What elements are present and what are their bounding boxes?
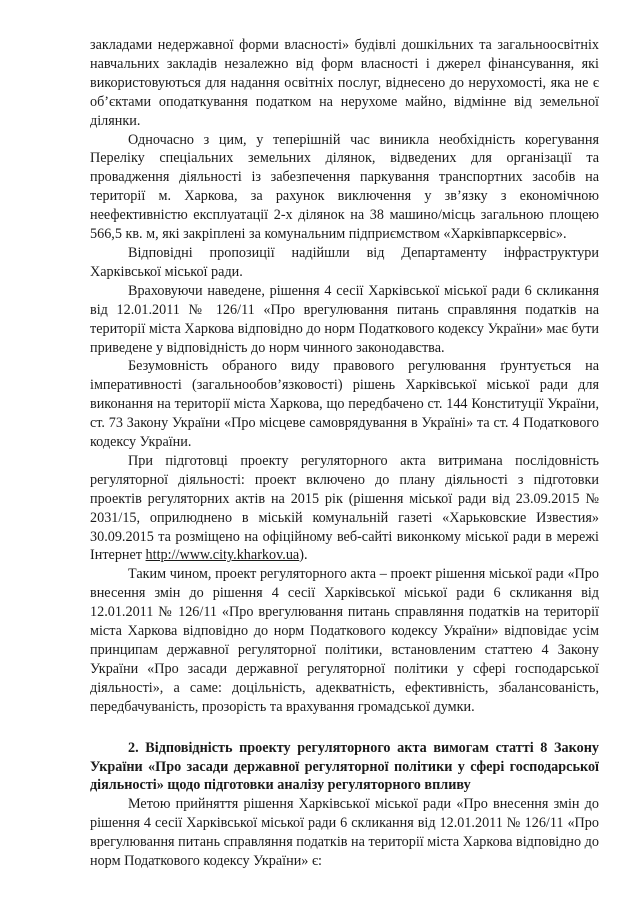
paragraph-continuation: закладами недержавної форми власності» будівлі дошкільних та загальноосвітніх навчальних закладів незалежно від форм власності і джерел фінансування, які використовуються для надання освітніх послуг, віднесено до нерухомості, яка не є об’єктами оподаткування податком на нерухоме майно, відмінне від земельної ділянки.	[90, 37, 599, 129]
paragraph-purpose: Метою прийняття рішення Харківської міської ради «Про внесення змін до рішення 4 сесії Харківської міської ради 6 скликання від 12.01.2011 № 126/11 «Про врегулювання питань справляння податків на території міста Харкова відповідно до норм Податкового кодексу України» є:	[90, 796, 599, 870]
section-spacer	[90, 717, 599, 739]
paragraph-legal-basis: Безумовність обраного виду правового регулювання ґрунтується на імперативності (загальнообов’язковості) рішень Харківської міської ради для виконання на території міста Харкова, що передбачено ст. 144 Конституції України, ст. 73 Закону України «Про місцеве самоврядування в Україні» та ст. 4 Податкового кодексу України.	[90, 358, 599, 451]
paragraph-considering: Враховуючи наведене, рішення 4 сесії Харківської міської ради 6 скликання від 12.01.2011 № 126/11 «Про врегулювання питань справляння податків на території міста Харкова відповідно до норм Податкового кодексу України» має бути приведене у відповідність до норм чинного законодавства.	[90, 282, 599, 356]
paragraph-parking-list: Одночасно з цим, у теперішній час виникла необхідність корегування Переліку спеціальних земельних ділянок, відведених для організації та провадження діяльності із забезпечення паркування транспортних засобів на території м. Харкова, за рахунок виключення у зв’язку з економічною неефективністю експлуатації 2-х ділянок на 38 машино/місць загальною площею 566,5 кв. м, які закріплені за комунальним підприємством «Харківпарксервіс».	[90, 131, 599, 243]
city-website-link[interactable]: http://www.city.kharkov.ua	[145, 547, 300, 564]
preparation-text-end: ).	[299, 547, 308, 564]
paragraph-conclusion: Таким чином, проект регуляторного акта – проект рішення міської ради «Про внесення змін до рішення 4 сесії Харківської міської ради 6 скликання від 12.01.2011 № 126/11 «Про врегулювання питань справляння податків на території міста Харкова відповідно до норм Податкового кодексу України» відповідає усім принципам державної регуляторної політики, встановленим статтею 4 Закону України «Про засади державної регуляторної політики у сфері господарської діяльності», а саме: доцільність, адекватність, ефективність, збалансованість, передбачуваність, прозорість та врахування громадської думки.	[90, 566, 599, 715]
preparation-text: При підготовці проекту регуляторного акта витримана послідовність регуляторної діяльності: проект включено до плану діяльності з підготовки проектів регуляторних актів на 2015 рік (рішення міської ради від 23.09.2015 № 2031/15, оприлюднено в міській комунальній газеті «Харьковские Известия» 30.09.2015 та розміщено на офіційному веб-сайті виконкому міської ради в мережі Інтернет	[90, 452, 599, 564]
section-heading: 2. Відповідність проекту регуляторного акта вимогам статті 8 Закону України «Про засади державної регуляторної політики у сфері господарської діяльності» щодо підготовки аналізу регуляторного впливу	[90, 739, 599, 794]
document-body	[90, 36, 599, 871]
paragraph-preparation	[90, 452, 599, 565]
paragraph-proposals: Відповідні пропозиції надійшли від Департаменту інфраструктури Харківської міської ради.	[90, 244, 599, 280]
